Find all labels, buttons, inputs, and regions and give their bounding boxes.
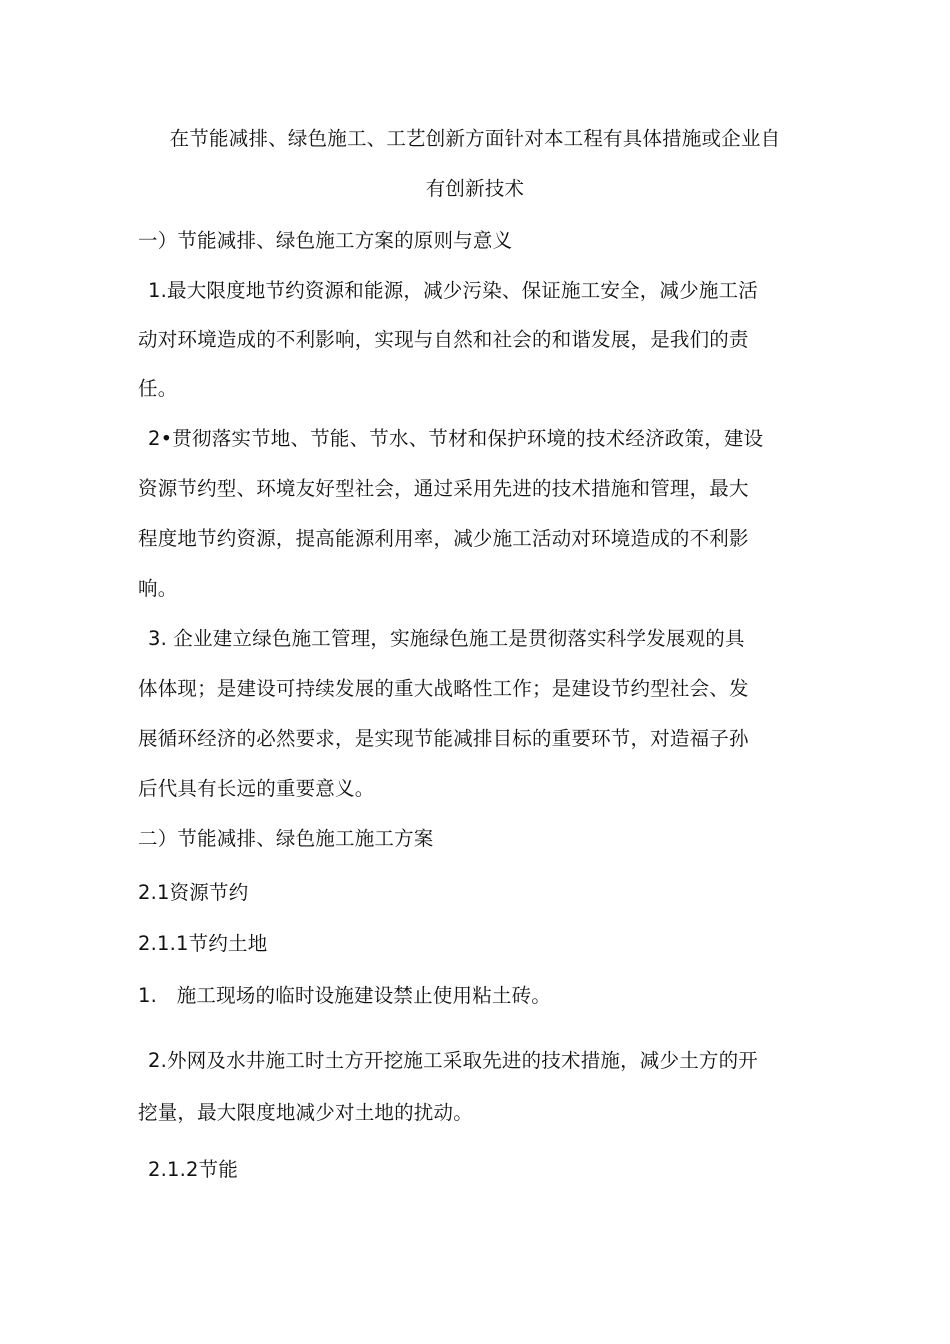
paragraph-1-line-3: 任。 xyxy=(138,377,178,400)
subsection-2-1-1: 2.1.1节约土地 xyxy=(138,932,268,955)
paragraph-1-line-2: 动对环境造成的不利影响，实现与自然和社会的和谐发展，是我们的责 xyxy=(138,328,749,351)
title-line-2: 有创新技术 xyxy=(425,177,525,200)
paragraph-1-line-1: 1.最大限度地节约资源和能源，减少污染、保证施工安全，减少施工活 xyxy=(148,279,759,302)
section-2-heading: 二）节能减排、绿色施工施工方案 xyxy=(138,827,434,850)
section-1-heading: 一）节能减排、绿色施工方案的原则与意义 xyxy=(138,229,513,252)
subsection-2-1-2: 2.1.2节能 xyxy=(148,1158,239,1181)
title-line-1: 在节能减排、绿色施工、工艺创新方面针对本工程有具体措施或企业自 xyxy=(169,127,781,150)
list-item-2-line-1: 2.外网及水井施工时土方开挖施工采取先进的技术措施，减少土方的开 xyxy=(148,1049,759,1072)
paragraph-3-line-4: 后代具有长远的重要意义。 xyxy=(138,777,375,800)
list-item-1: 1. 施工现场的临时设施建设禁止使用粘土砖。 xyxy=(138,984,552,1007)
subsection-2-1: 2.1资源节约 xyxy=(138,881,249,904)
list-item-2-line-2: 挖量，最大限度地减少对土地的扰动。 xyxy=(138,1101,473,1124)
paragraph-2-line-2: 资源节约型、环境友好型社会，通过采用先进的技术措施和管理，最大 xyxy=(138,477,749,500)
paragraph-2-line-3: 程度地节约资源，提高能源利用率，减少施工活动对环境造成的不利影 xyxy=(138,527,749,550)
paragraph-3-line-3: 展循环经济的必然要求，是实现节能减排目标的重要环节，对造福子孙 xyxy=(138,727,749,750)
paragraph-3-line-1: 3. 企业建立绿色施工管理，实施绿色施工是贯彻落实科学发展观的具 xyxy=(148,627,745,650)
paragraph-2-line-1: 2•贯彻落实节地、节能、节水、节材和保护环境的技术经济政策，建设 xyxy=(148,427,764,450)
paragraph-3-line-2: 体体现；是建设可持续发展的重大战略性工作；是建设节约型社会、发 xyxy=(138,677,749,700)
paragraph-2-line-4: 响。 xyxy=(138,577,178,600)
